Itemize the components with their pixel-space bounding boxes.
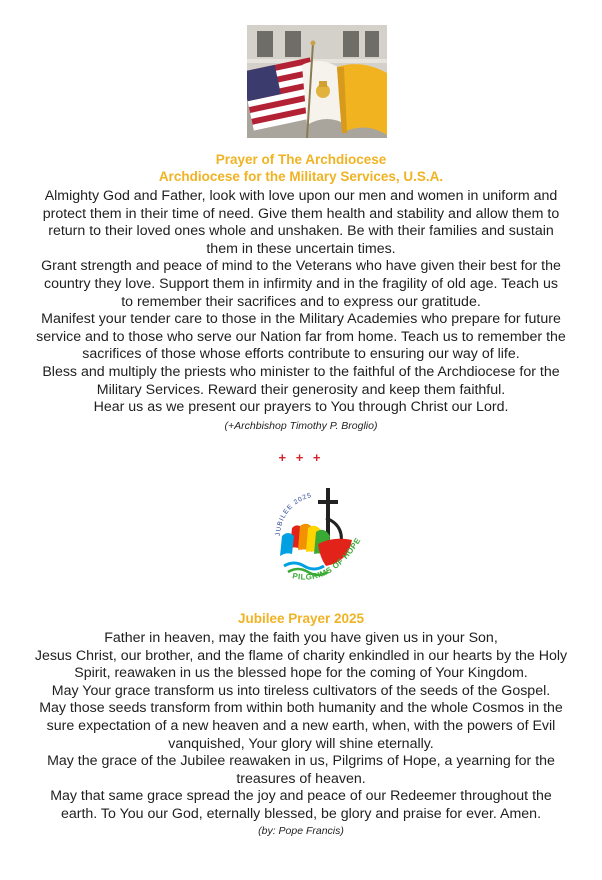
prayer1-line: Hear us as we present our prayers to You through Christ our Lord. bbox=[93, 399, 509, 416]
prayer2-line: May Your grace transform us into tireless cultivators of the seeds of the Gospel. bbox=[51, 682, 551, 699]
prayer1-line: Almighty God and Father, look with love upon our men and women in uniform and bbox=[44, 188, 558, 204]
prayer2-line: Father in heaven, may the faith you have given us in your Son, bbox=[104, 630, 498, 646]
prayer2-line: sure expectation of a new heaven and a new earth, when, with the powers of Evil bbox=[46, 717, 556, 734]
prayer2-line: earth. To You our God, eternally blessed, be glory and praise for ever. Amen. bbox=[60, 805, 542, 822]
logo-ring-text: JUBILEE 2025 bbox=[274, 492, 313, 537]
prayer2-title: Jubilee Prayer 2025 bbox=[237, 611, 365, 626]
prayer1-line: Grant strength and peace of mind to the Veterans who have given their best for the bbox=[41, 258, 561, 275]
prayer1-subtitle: Archdiocese for the Military Services, U.S.A. bbox=[158, 169, 444, 184]
prayer1-line: sacrifices of those whose efforts contribute to ensuring our way of life. bbox=[82, 346, 520, 363]
prayer1-line: return to their loved ones whole and unshaken. Be with their families and sustain bbox=[48, 223, 554, 240]
jubilee-logo bbox=[262, 478, 374, 594]
separator: + + + bbox=[278, 450, 324, 465]
prayer2-credit: (by: Pope Francis) bbox=[258, 825, 344, 837]
prayer1-line: country they love. Support them in infirmity and in the fragility of old age. Teach us bbox=[44, 275, 558, 292]
prayer1-line: Manifest your tender care to those in the Military Academies who prepare for future bbox=[41, 311, 561, 328]
prayer1-line: to remember their sacrifices and to express our gratitude. bbox=[121, 293, 481, 310]
prayer1-body bbox=[20, 188, 582, 417]
prayer1-credit: (+Archbishop Timothy P. Broglio) bbox=[224, 420, 378, 432]
flags-illustration bbox=[247, 25, 387, 138]
prayer1-title: Prayer of The Archdiocese bbox=[215, 152, 387, 167]
prayer2-line: Spirit, reawaken in us the blessed hope for the coming of Your Kingdom. bbox=[74, 665, 528, 682]
prayer1-line: service and to those who serve our Nation far from home. Teach us to remember the bbox=[36, 328, 566, 345]
prayer2-line: vanquished, Your glory will shine eternally. bbox=[168, 735, 434, 752]
prayer2-line: treasures of heaven. bbox=[236, 770, 366, 787]
flags-photo bbox=[247, 25, 387, 138]
prayer1-line: Military Services. Reward their generosity and keep them faithful. bbox=[96, 381, 506, 398]
prayer2-line: Jesus Christ, our brother, and the flame of charity enkindled in our hearts by the Holy bbox=[34, 647, 568, 664]
prayer1-line: them in these uncertain times. bbox=[206, 240, 396, 257]
prayer2-line: May that same grace spread the joy and peace of our Redeemer throughout the bbox=[50, 788, 552, 805]
prayer1-line: Bless and multiply the priests who minister to the faithful of the Archdiocese for the bbox=[42, 363, 560, 380]
logo-tagline: PILGRIMS OF HOPE bbox=[291, 536, 363, 582]
prayer2-line: May the grace of the Jubilee reawaken in us, Pilgrims of Hope, a yearning for the bbox=[47, 753, 555, 770]
prayer1-line: protect them in their time of need. Give them health and stability and allow them to bbox=[42, 205, 560, 222]
prayer2-body bbox=[20, 630, 582, 824]
prayer2-line: May those seeds transform from within both humanity and the whole Cosmos in the bbox=[39, 700, 563, 717]
jubilee-logo-graphic bbox=[262, 478, 374, 594]
